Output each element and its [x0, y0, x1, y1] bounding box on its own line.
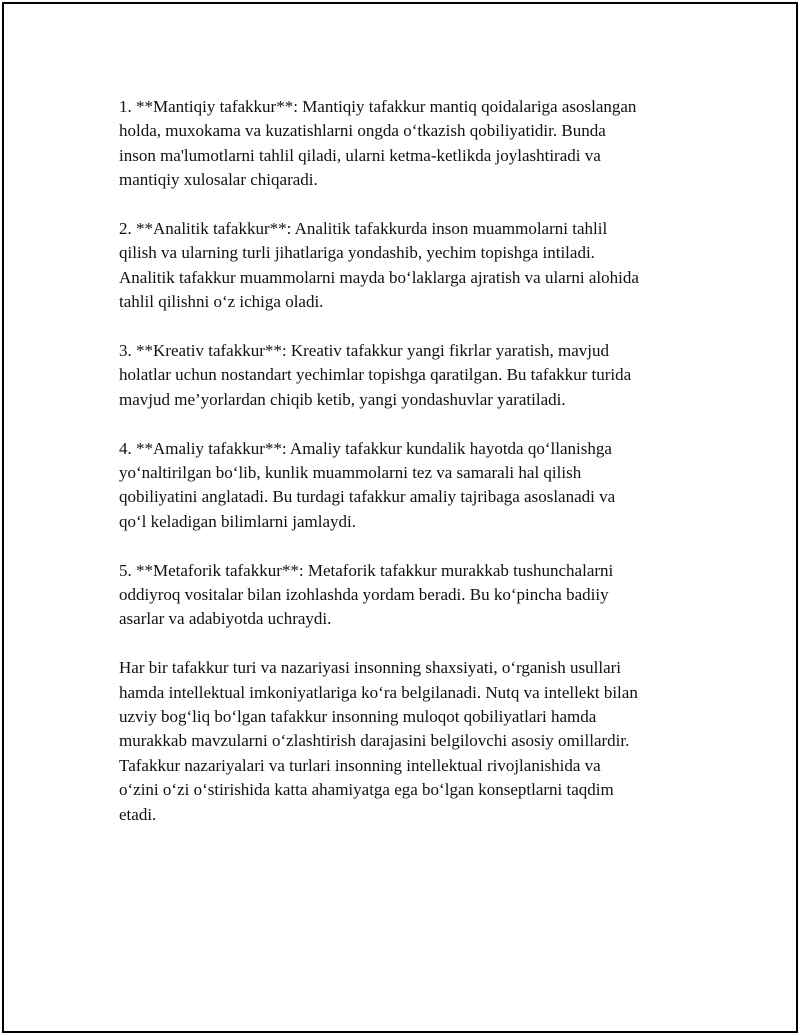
paragraph-metaforik-tafakkur: 5. **Metaforik tafakkur**: Metaforik tafakkur murakkab tushunchalarni oddiyroq vositalar bilan izohlashda yordam beradi. Bu ko‘pincha badiiy asarlar va adabiyotda uchraydi. — [119, 560, 614, 629]
paragraph-analitik-tafakkur: 2. **Analitik tafakkur**: Analitik tafakkurda inson muammolarni tahlil qilish va ularning turli jihatlariga yondashib, yechim topishga intiladi. Analitik tafakkur muammolarni mayda bo‘laklarga ajratish va ularni alohida tahlil qilishni o‘z ichiga oladi. — [119, 219, 639, 312]
paragraph-amaliy-tafakkur: 4. **Amaliy tafakkur**: Amaliy tafakkur kundalik hayotda qo‘llanishga yo‘naltirilgan bo‘lib, kunlik muammolarni tez va samarali hal qilish qobiliyatini anglatadi. Bu turdagi tafakkur amaliy tajribaga asoslanadi va qo‘l keladigan bilimlarni jamlaydi. — [119, 438, 616, 531]
paragraph-conclusion: Har bir tafakkur turi va nazariyasi insonning shaxsiyati, o‘rganish usullari hamda intellektual imkoniyatlariga ko‘ra belgilanadi. Nutq va intellekt bilan uzviy bog‘liq bo‘lgan tafakkur insonning muloqot qobiliyatlari hamda murakkab mavzularni o‘zlashtirish darajasini belgilovchi asosiy omillardir. Tafakkur nazariyalari va turlari insonning intellektual rivojlanishida va o‘zini o‘zi o‘stirishida katta ahamiyatga ega bo‘lgan konseptlarni taqdim etadi. — [119, 658, 638, 824]
document-body — [119, 95, 699, 852]
page-frame — [2, 2, 798, 1033]
paragraph-kreativ-tafakkur: 3. **Kreativ tafakkur**: Kreativ tafakkur yangi fikrlar yaratish, mavjud holatlar uchun nostandart yechimlar topishga qaratilgan. Bu tafakkur turida mavjud me’yorlardan chiqib ketib, yangi yondashuvlar yaratiladi. — [119, 341, 632, 409]
paragraph-mantiqiy-tafakkur: 1. **Mantiqiy tafakkur**: Mantiqiy tafakkur mantiq qoidalariga asoslangan holda, muxokama va kuzatishlarni ongda o‘tkazish qobiliyatidir. Bunda inson ma'lumotlarni tahlil qiladi, ularni ketma-ketlikda joylashtiradi va mantiqiy xulosalar chiqaradi. — [119, 97, 637, 190]
